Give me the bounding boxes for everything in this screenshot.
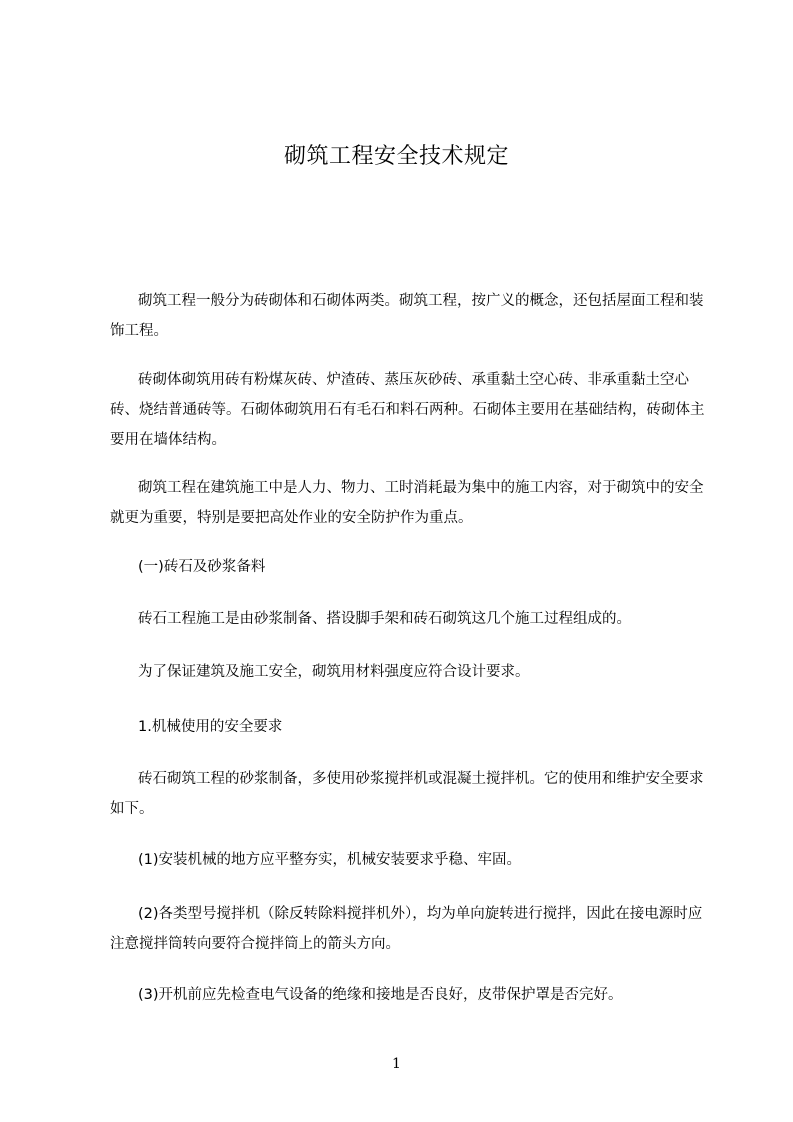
paragraph-mixer: 砖石砌筑工程的砂浆制备，多使用砂浆搅拌机或混凝土搅拌机。它的使用和维护安全要求如下。	[110, 771, 704, 817]
document-title: 砌筑工程安全技术规定	[283, 144, 509, 169]
list-item-3: (3)开机前应先检查电气设备的绝缘和接地是否良好，皮带保护罩是否完好。	[138, 987, 623, 1003]
paragraph-material-strength: 为了保证建筑及施工安全，砌筑用材料强度应符合设计要求。	[138, 664, 530, 680]
section-heading-materials: (一)砖石及砂浆备料	[138, 559, 266, 575]
paragraph-process: 砖石工程施工是由砂浆制备、搭设脚手架和砖石砌筑这几个施工过程组成的。	[138, 611, 631, 627]
paragraph-intro: 砌筑工程一般分为砖砌体和石砌体两类。砌筑工程，按广义的概念，还包括屋面工程和装饰工程。	[110, 293, 704, 339]
list-item-2: (2)各类型号搅拌机（除反转除料搅拌机外），均为单向旋转进行搅拌，因此在接电源时应注意搅拌筒转向要符合搅拌筒上的箭头方向。	[110, 906, 703, 952]
page-number: 1	[392, 1056, 401, 1072]
paragraph-safety-importance: 砌筑工程在建筑施工中是人力、物力、工时消耗最为集中的施工内容，对于砌筑中的安全就更为重要，特别是要把高处作业的安全防护作为重点。	[110, 480, 704, 526]
subsection-heading-machinery: 1.机械使用的安全要求	[138, 719, 283, 735]
paragraph-brick-materials: 砖砌体砌筑用砖有粉煤灰砖、炉渣砖、蒸压灰砂砖、承重黏土空心砖、非承重黏土空心砖、烧结普通砖等。石砌体砌筑用石有毛石和料石两种。石砌体主要用在基础结构，砖砌体主要用在墙体结构。	[110, 372, 705, 448]
list-item-1: (1)安装机械的地方应平整夯实，机械安装要求乎稳、牢固。	[138, 852, 522, 868]
